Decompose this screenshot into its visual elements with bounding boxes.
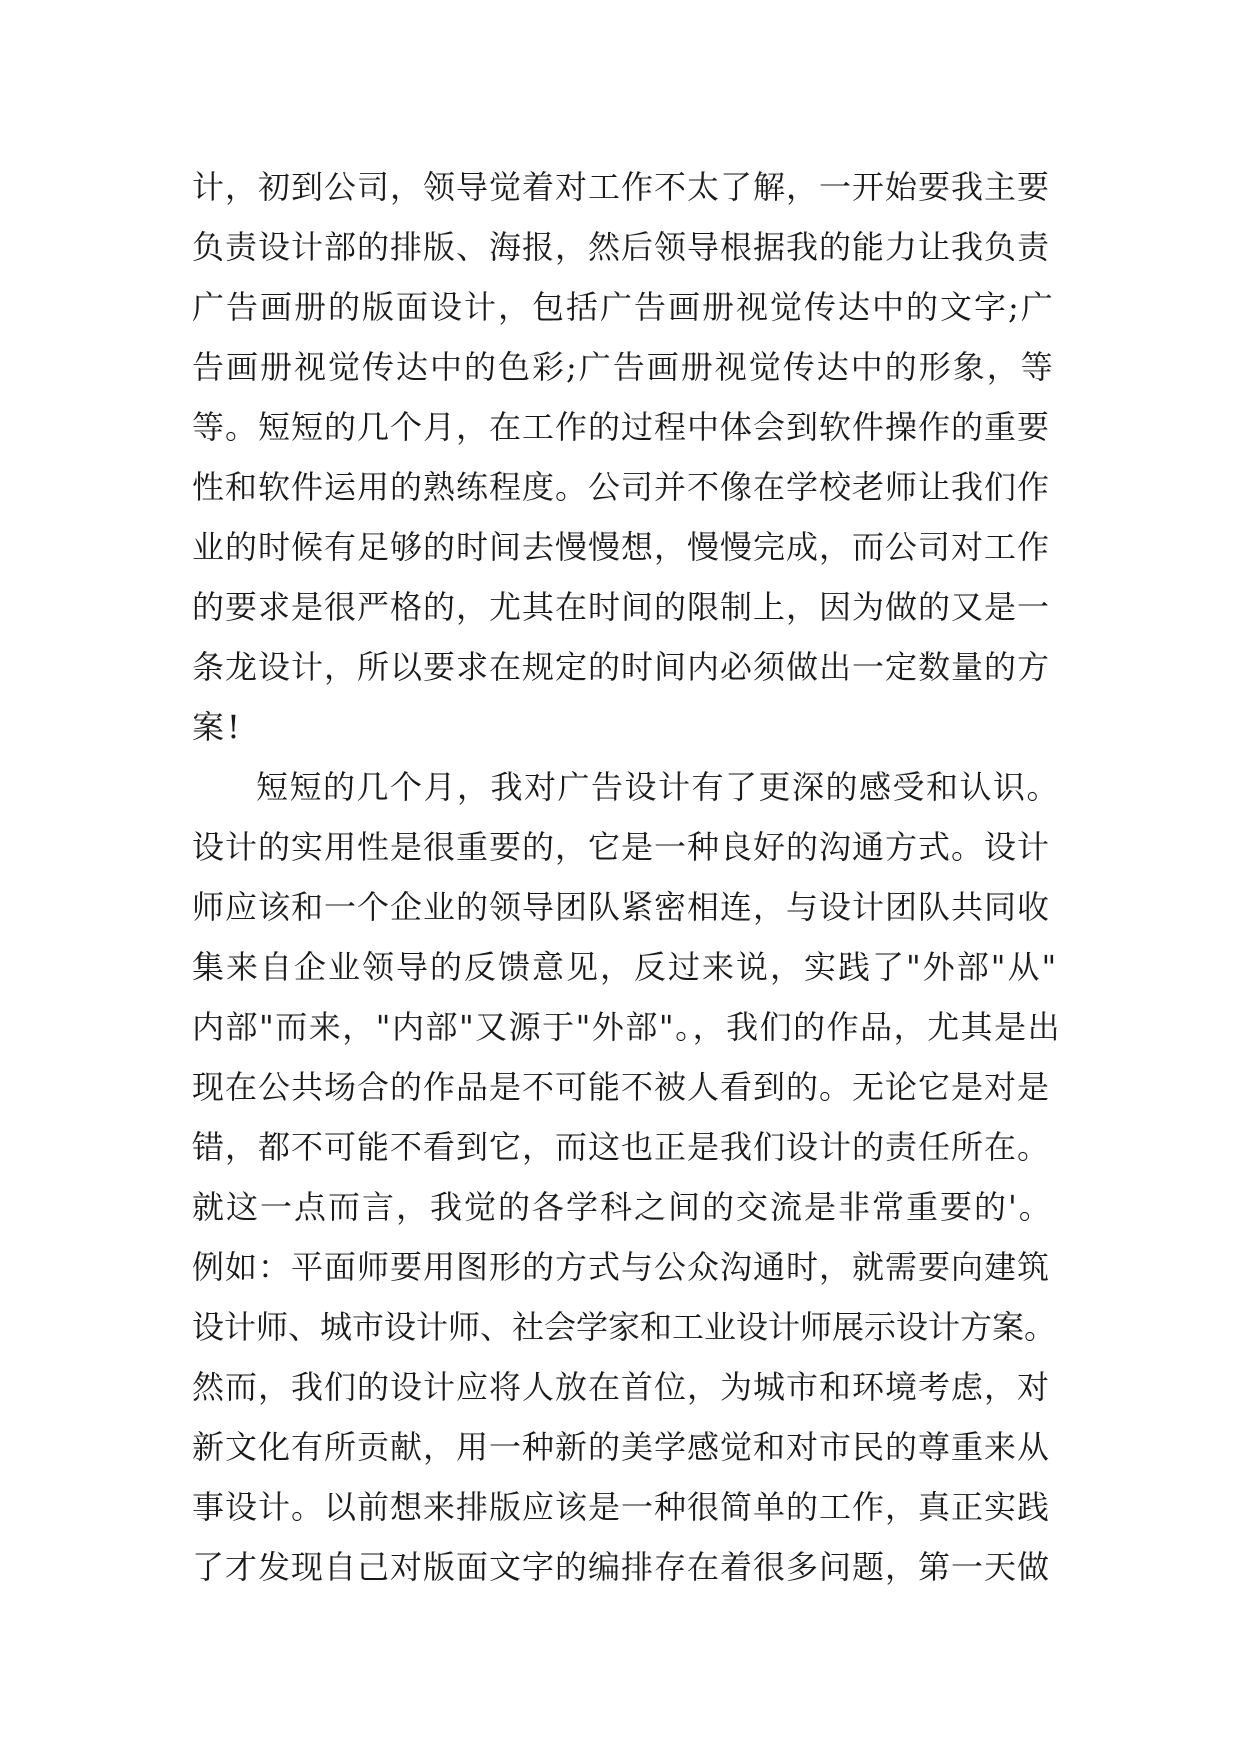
paragraph-2-line-2: 设计的实用性是很重要的，它是一种良好的沟通方式。设计	[192, 828, 1051, 866]
paragraph-1-line-5: 等。短短的几个月，在工作的过程中体会到软件操作的重要	[192, 408, 1051, 446]
body-text	[192, 157, 1062, 1597]
paragraph-2-line-14: 了才发现自己对版面文字的编排存在着很多问题，第一天做	[192, 1548, 1051, 1586]
paragraph-1-line-9: 条龙设计，所以要求在规定的时间内必须做出一定数量的方	[192, 648, 1051, 686]
paragraph-2-line-6: 现在公共场合的作品是不可能不被人看到的。无论它是对是	[192, 1068, 1051, 1106]
paragraph-2-line-4: 集来自企业领导的反馈意见，反过来说，实践了"外部"从"	[192, 948, 1059, 986]
paragraph-2-line-12: 新文化有所贡献，用一种新的美学感觉和对市民的尊重来从	[192, 1428, 1051, 1466]
paragraph-2-line-13: 事设计。以前想来排版应该是一种很简单的工作，真正实践	[192, 1488, 1051, 1526]
paragraph-2-line-7: 错，都不可能不看到它，而这也正是我们设计的责任所在。	[192, 1128, 1051, 1166]
paragraph-1-line-6: 性和软件运用的熟练程度。公司并不像在学校老师让我们作	[192, 468, 1051, 506]
paragraph-1-line-1: 计，初到公司，领导觉着对工作不太了解，一开始要我主要	[192, 168, 1051, 206]
paragraph-2-line-8: 就这一点而言，我觉的各学科之间的交流是非常重要的'。	[192, 1188, 1053, 1226]
paragraph-2-line-3: 师应该和一个企业的领导团队紧密相连，与设计团队共同收	[192, 888, 1051, 926]
paragraph-2-line-9: 例如：平面师要用图形的方式与公众沟通时，就需要向建筑	[192, 1248, 1051, 1286]
paragraph-1-line-10: 案!	[192, 708, 243, 746]
paragraph-2-line-10: 设计师、城市设计师、社会学家和工业设计师展示设计方案。	[192, 1308, 1057, 1346]
paragraph-2-line-5: 内部"而来，"内部"又源于"外部"。，我们的作品，尤其是出	[192, 1008, 1062, 1046]
paragraph-2-line-11: 然而，我们的设计应将人放在首位，为城市和环境考虑，对	[192, 1368, 1051, 1406]
paragraph-1-line-8: 的要求是很严格的，尤其在时间的限制上，因为做的又是一	[192, 588, 1051, 626]
paragraph-1-line-7: 业的时候有足够的时间去慢慢想，慢慢完成，而公司对工作	[192, 528, 1051, 566]
paragraph-1-line-3: 广告画册的版面设计，包括广告画册视觉传达中的文字;广	[192, 288, 1055, 326]
paragraph-1-line-4: 告画册视觉传达中的色彩;广告画册视觉传达中的形象，等	[192, 348, 1055, 386]
paragraph-1-line-2: 负责设计部的排版、海报，然后领导根据我的能力让我负责	[192, 228, 1051, 266]
paragraph-2-line-1: 短短的几个月，我对广告设计有了更深的感受和认识。	[256, 768, 1061, 806]
